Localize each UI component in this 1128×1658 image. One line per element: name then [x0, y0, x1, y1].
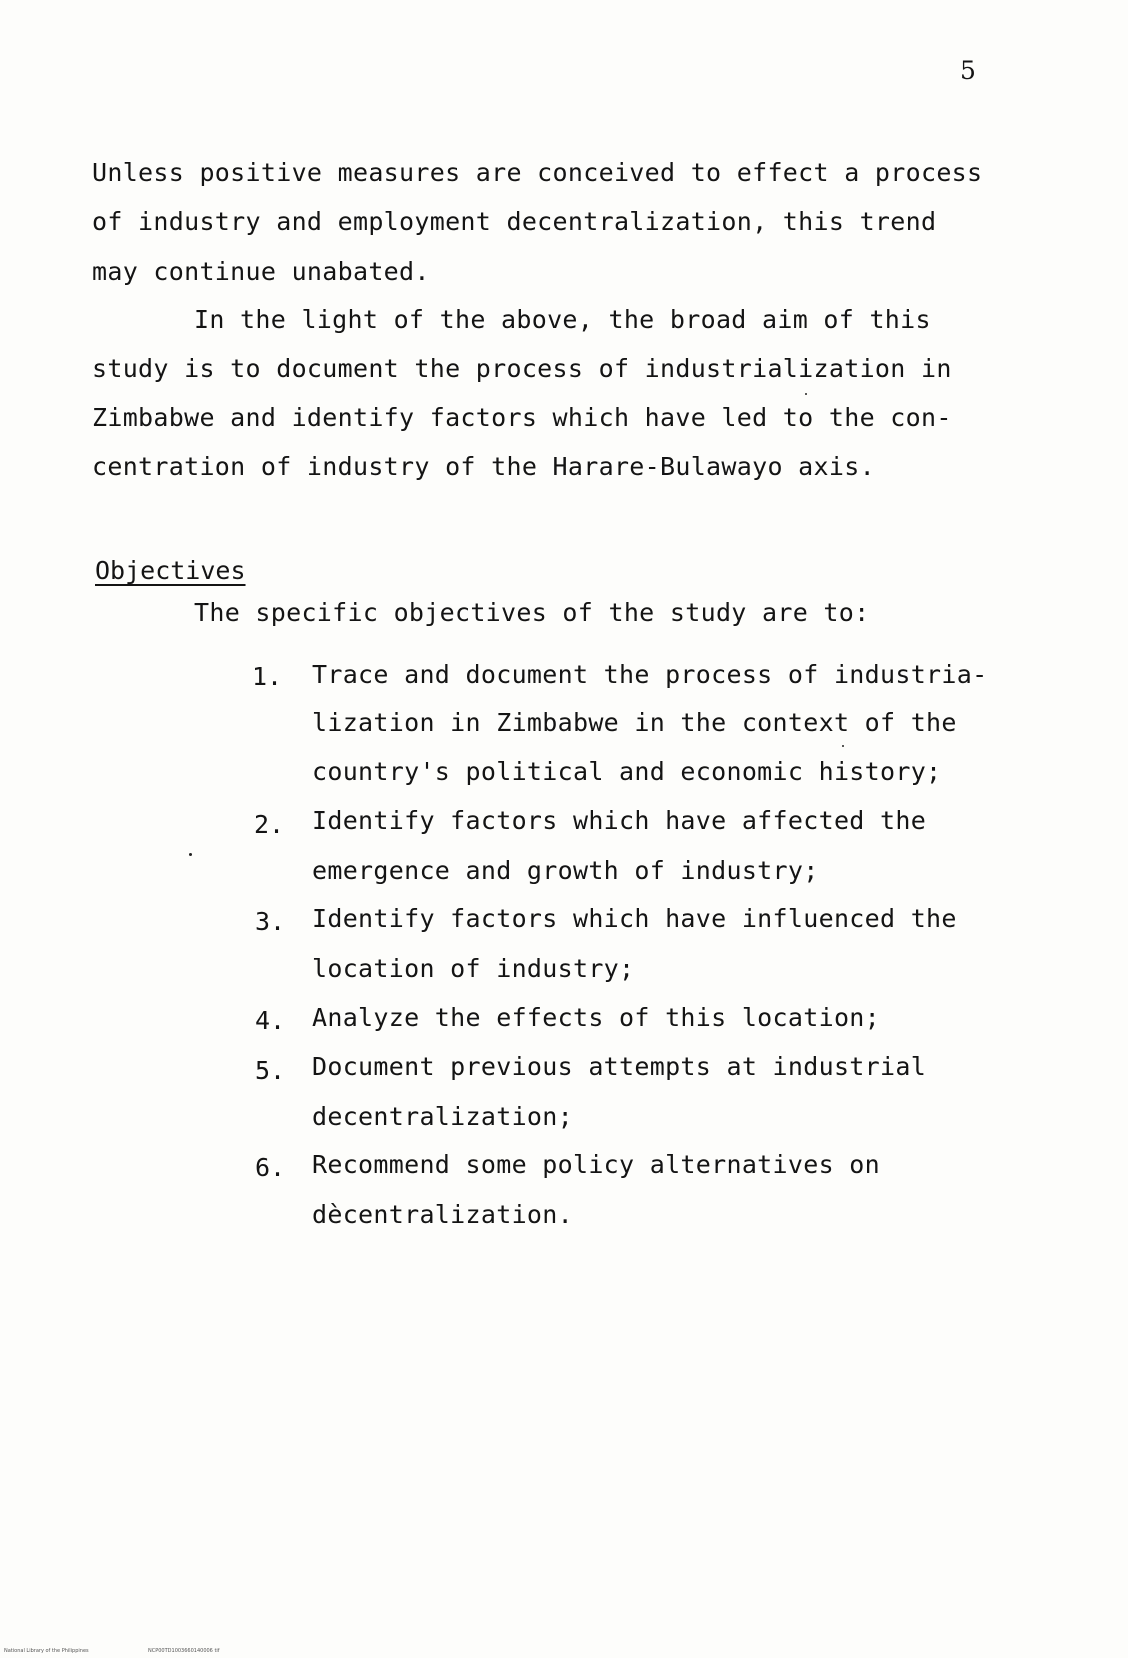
objective-5-line-2: decentralization; [312, 1102, 573, 1131]
scan-speck [189, 853, 192, 856]
objective-6-line-1: Recommend some policy alternatives on [312, 1150, 880, 1179]
paragraph-1-line-2: of industry and employment decentralization, this trend [92, 207, 937, 236]
objective-4-line-1: Analyze the effects of this location; [312, 1003, 880, 1032]
page-number: 5 [960, 56, 976, 85]
objective-2-number: 2. [254, 810, 285, 839]
paragraph-2-line-1: In the light of the above, the broad aim of this [194, 305, 931, 334]
scan-speck [805, 393, 807, 395]
footer-file-id: NCP00TD1003660140006 tif [148, 1648, 220, 1654]
objective-2-line-2: emergence and growth of industry; [312, 856, 819, 885]
objective-3-line-1: Identify factors which have influenced the [312, 904, 957, 933]
objective-1-line-2: lization in Zimbabwe in the context of the [312, 708, 957, 737]
objective-6-number: 6. [255, 1153, 286, 1182]
objective-1-line-1: Trace and document the process of industria- [312, 660, 988, 689]
paragraph-1-line-3: may continue unabated. [92, 257, 430, 286]
scan-speck [842, 745, 844, 747]
objective-3-number: 3. [255, 907, 286, 936]
objective-1-number: 1. [252, 662, 283, 691]
objectives-heading: Objectives [95, 556, 246, 585]
objective-4-number: 4. [255, 1006, 286, 1035]
footer-library-stamp: National Library of the Philippines [4, 1648, 89, 1654]
paragraph-2-line-4: centration of industry of the Harare-Bulawayo axis. [92, 452, 875, 481]
objective-1-line-3: country's political and economic history; [312, 757, 942, 786]
paragraph-1-line-1: Unless positive measures are conceived to effect a process [92, 158, 983, 187]
objective-2-line-1: Identify factors which have affected the [312, 806, 927, 835]
objective-3-line-2: location of industry; [312, 954, 635, 983]
objectives-intro: The specific objectives of the study are to: [194, 598, 870, 627]
paragraph-2-line-2: study is to document the process of industrialization in [92, 354, 952, 383]
objective-5-line-1: Document previous attempts at industrial [312, 1052, 927, 1081]
objective-5-number: 5. [255, 1056, 286, 1085]
paragraph-2-line-3: Zimbabwe and identify factors which have led to the con- [92, 403, 952, 432]
objective-6-line-2: dècentralization. [312, 1200, 573, 1229]
